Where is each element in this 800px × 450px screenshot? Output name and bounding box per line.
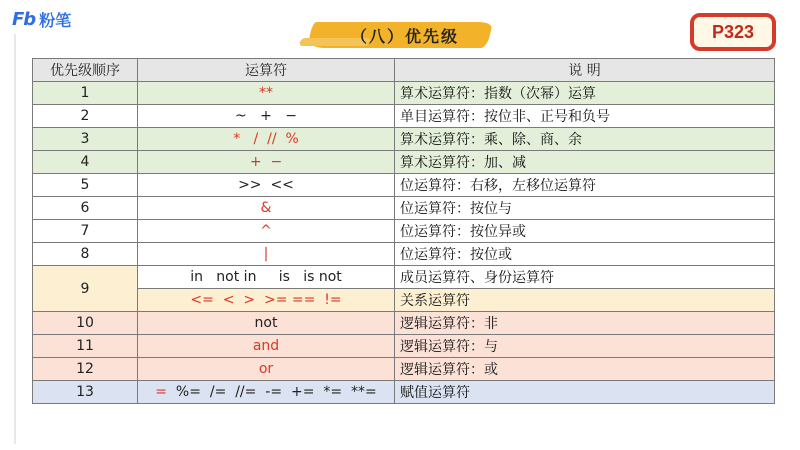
table-row — [33, 128, 775, 151]
header-priority: 优先级顺序 — [33, 59, 138, 82]
description-cell: 算术运算符：乘、除、商、余 — [395, 128, 775, 151]
priority-cell: 12 — [33, 358, 138, 381]
side-divider — [14, 34, 16, 444]
description-cell: 逻辑运算符：或 — [395, 358, 775, 381]
priority-cell: 4 — [33, 151, 138, 174]
brand-mark: Fb — [12, 8, 36, 30]
description-cell: 位运算符：按位与 — [395, 197, 775, 220]
priority-cell: 7 — [33, 220, 138, 243]
description-cell: 逻辑运算符：非 — [395, 312, 775, 335]
table-row — [33, 358, 775, 381]
priority-cell: 13 — [33, 381, 138, 404]
description-cell: 位运算符：按位异或 — [395, 220, 775, 243]
description-cell: 成员运算符、身份运算符 — [395, 266, 775, 289]
operator-cell: and — [138, 335, 395, 358]
operator-cell: ^ — [138, 220, 395, 243]
table-row — [33, 174, 775, 197]
table-row — [33, 197, 775, 220]
table-row — [33, 381, 775, 404]
brand-name: 粉笔 — [39, 10, 72, 30]
page-title: （八）优先级 — [350, 26, 459, 46]
priority-cell: 8 — [33, 243, 138, 266]
assign-operator: = — [155, 384, 168, 400]
operator-cell: or — [138, 358, 395, 381]
table-row — [33, 289, 775, 312]
priority-cell: 6 — [33, 197, 138, 220]
table-row — [33, 243, 775, 266]
table-row — [33, 335, 775, 358]
priority-cell: 9 — [33, 266, 138, 312]
priority-cell: 5 — [33, 174, 138, 197]
operator-cell: ** — [138, 82, 395, 105]
header-operators: 运算符 — [138, 59, 395, 82]
operator-cell: <= < > >= == != — [138, 289, 395, 312]
operator-precedence-table — [32, 58, 775, 404]
description-cell: 位运算符：按位或 — [395, 243, 775, 266]
header-description: 说 明 — [395, 59, 775, 82]
description-cell: 逻辑运算符：与 — [395, 335, 775, 358]
table-row — [33, 312, 775, 335]
page-number-badge: P323 — [690, 13, 776, 51]
priority-cell: 11 — [33, 335, 138, 358]
operator-cell: * / // % — [138, 128, 395, 151]
operator-cell: + − — [138, 151, 395, 174]
table-row — [33, 105, 775, 128]
table-row — [33, 220, 775, 243]
compound-assign-operators: %= /= //= -= += *= **= — [167, 384, 377, 400]
priority-cell: 10 — [33, 312, 138, 335]
table-row — [33, 266, 775, 289]
operator-cell: >> << — [138, 174, 395, 197]
table-row — [33, 82, 775, 105]
description-cell: 算术运算符：加、减 — [395, 151, 775, 174]
operator-cell: ~ + − — [138, 105, 395, 128]
description-cell: 算术运算符：指数（次幂）运算 — [395, 82, 775, 105]
brand-logo — [12, 8, 71, 30]
description-cell: 关系运算符 — [395, 289, 775, 312]
description-cell: 位运算符：右移，左移位运算符 — [395, 174, 775, 197]
operator-cell: & — [138, 197, 395, 220]
table-row — [33, 151, 775, 174]
priority-cell: 1 — [33, 82, 138, 105]
description-cell: 赋值运算符 — [395, 381, 775, 404]
priority-cell: 3 — [33, 128, 138, 151]
operator-cell: in not in is is not — [138, 266, 395, 289]
table-header-row — [33, 59, 775, 82]
operator-cell: not — [138, 312, 395, 335]
priority-cell: 2 — [33, 105, 138, 128]
operator-cell — [138, 381, 395, 404]
operator-cell: | — [138, 243, 395, 266]
description-cell: 单目运算符：按位非、正号和负号 — [395, 105, 775, 128]
